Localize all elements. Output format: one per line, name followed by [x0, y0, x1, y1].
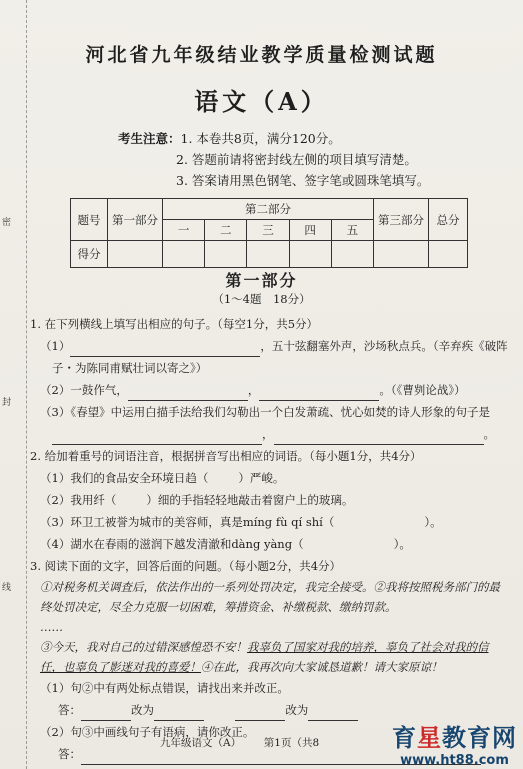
- questions: [30, 313, 508, 765]
- binding-mark: 封: [2, 398, 12, 408]
- answer-blank[interactable]: [128, 386, 248, 401]
- page-footer: [160, 735, 319, 750]
- footer-page: 第1页（共8: [263, 737, 320, 749]
- notice-label: 考生注意：: [118, 131, 181, 146]
- answer-blank[interactable]: [274, 430, 484, 445]
- col-part2-sub: 三: [247, 220, 289, 241]
- exam-title: 河北省九年级结业教学质量检测试题: [85, 44, 438, 66]
- col-part2-sub: 五: [331, 220, 373, 241]
- answer-blank[interactable]: [52, 430, 262, 445]
- exam-subject: 语文（A）: [194, 87, 329, 116]
- col-part1: 第一部分: [108, 199, 163, 241]
- part1-title: 第一部分: [225, 271, 298, 290]
- q3-stem: 3. 阅读下面的文字，回答后面的问题。（每小题2分，共4分）: [30, 559, 342, 573]
- q3-passage-1: ①对税务机关调査后，依法作出的一系列处罚决定，我完全接受。②我将按照税务部门的最终处罚决定，尽全力克服一切困难，筹措资金、补缴税款、缴纳罚款。: [40, 580, 500, 614]
- notice-item: 3. 答案请用黑色钢笔、签字笔或圆珠笔填写。: [176, 173, 430, 188]
- score-cell[interactable]: [163, 241, 205, 268]
- col-part3: 第三部分: [374, 199, 429, 241]
- col-part2: 第二部分: [163, 199, 374, 220]
- q3-sub2: （2）句③中画线句子有语病，请你改正。: [40, 725, 255, 739]
- q3-sub1: （1）句②中有两处标点错误，请找出来并改正。: [40, 681, 289, 695]
- answer-blank[interactable]: [154, 706, 204, 721]
- part1-subtitle: （1～4题 18分）: [212, 292, 311, 306]
- q2-line2: （2）我用纤（ ）细的手指轻轻地敲击着窗户上的玻璃。: [40, 493, 354, 507]
- col-part2-sub: 二: [205, 220, 247, 241]
- answer-blank[interactable]: [308, 706, 358, 721]
- candidate-notice: [118, 128, 429, 191]
- score-cell[interactable]: [108, 241, 163, 268]
- underlined-sentence: 我辜负了国家对我的培养，辜负了社会对我的信任，也辜负了影迷对我的喜爱！: [40, 640, 489, 674]
- footer-subject: 九年级语文（A）: [160, 737, 242, 749]
- q2-line1: （1）我们的食品安全环境日趋（ ）严峻。: [40, 471, 285, 485]
- score-cell[interactable]: [289, 241, 331, 268]
- col-part2-sub: 四: [289, 220, 331, 241]
- row-label-number: 题号: [71, 199, 108, 241]
- score-cell[interactable]: [331, 241, 373, 268]
- q1-line1: （1） ，五十弦翻塞外声，沙场秋点兵。（辛弃疾《破阵: [30, 335, 508, 357]
- site-watermark: 育星教育网 www.ht88.com: [392, 724, 517, 768]
- q1-line2: （2）一鼓作气， ， 。（《曹刿论战》）: [30, 379, 508, 401]
- q1-line3: （3）《春望》中运用白描手法给我们勾勒出一个白发萧疏、忧心如焚的诗人形象的句子是: [40, 405, 491, 419]
- q3-passage-2: ③今天，我对自己的过错深感惶恐不安！我辜负了国家对我的培养，辜负了社会对我的信任，也辜负了影迷对我的喜爱！④在此，我再次向大家诚恳道歉！请大家原谅！: [40, 640, 489, 674]
- score-cell[interactable]: [205, 241, 247, 268]
- score-cell[interactable]: [429, 241, 468, 268]
- answer-blank[interactable]: [259, 386, 379, 401]
- answer-blank[interactable]: [235, 706, 285, 721]
- q1-line3-blanks: ， 。: [30, 423, 508, 445]
- score-cell[interactable]: [374, 241, 429, 268]
- q3-sub1-answer: 答： 改为 改为: [30, 699, 508, 721]
- col-part2-sub: 一: [163, 220, 205, 241]
- answer-blank[interactable]: [81, 706, 131, 721]
- row-label-score: 得分: [71, 241, 108, 268]
- watermark-url: www.ht88.com: [400, 753, 509, 768]
- q1-line1-cont: 子・为陈同甫赋壮词以寄之》）: [52, 361, 208, 375]
- col-total: 总分: [429, 199, 468, 241]
- notice-item: 2. 答题前请将密封线左侧的项目填写清楚。: [176, 152, 417, 167]
- score-cell[interactable]: [247, 241, 289, 268]
- q1-stem: 1. 在下列横线上填写出相应的句子。（每空1分，共5分）: [30, 317, 319, 331]
- q3-sub2-answer: 答：: [30, 743, 508, 765]
- notice-item: 1. 本卷共8页，满分120分。: [180, 131, 341, 146]
- q2-line4: （4）湖水在春雨的滋润下越发清澈和dàng yàng（ ）。: [40, 537, 411, 551]
- binding-mark: 线: [2, 583, 12, 593]
- binding-mark: 密: [2, 218, 12, 228]
- answer-blank[interactable]: [70, 342, 260, 357]
- q2-stem: 2. 给加着重号的词语注音，根据拼音写出相应的词语。（每小题1分，共4分）: [30, 449, 422, 463]
- q3-ellipsis: ……: [40, 620, 63, 634]
- q2-line3: （3）环卫工被誉为城市的美容师，真是míng fù qí shí（ ）。: [40, 515, 442, 529]
- score-table: [70, 198, 468, 268]
